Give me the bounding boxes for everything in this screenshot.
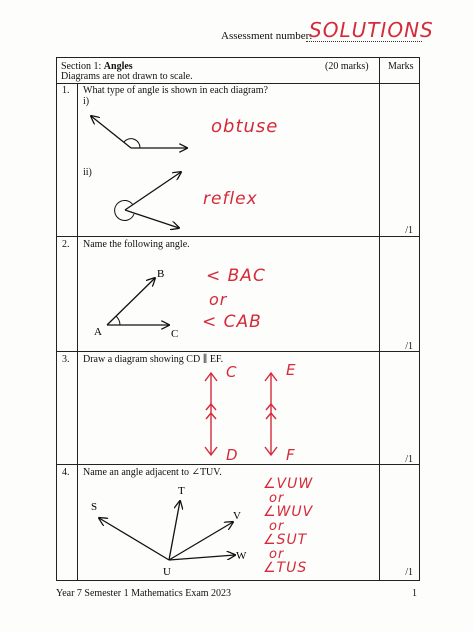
- q4-prompt: Name an angle adjacent to ∠TUV.: [83, 467, 222, 478]
- point-b-label: B: [157, 268, 165, 280]
- assessment-number-label: Assessment number:: [221, 30, 313, 42]
- reflex-angle-diagram: [115, 172, 181, 228]
- section-note: Diagrams are not drawn to scale.: [61, 71, 193, 82]
- q4-answer-4: ∠TUS: [263, 560, 308, 576]
- q4-answer-3: ∠SUT: [263, 532, 308, 548]
- q2-answer-or: or: [209, 290, 228, 309]
- row-divider-3: [57, 464, 419, 465]
- marks-column-divider: [379, 58, 380, 580]
- q1-prompt: What type of angle is shown in each diagram?: [83, 85, 268, 96]
- q3-prompt: Draw a diagram showing CD ∥ EF.: [83, 354, 224, 365]
- q2-answer-1: < BAC: [206, 266, 266, 286]
- point-v-label: V: [233, 510, 241, 522]
- point-s-label: S: [91, 501, 98, 513]
- q3-number: 3.: [62, 354, 70, 365]
- q4-answer-2: ∠WUV: [263, 504, 314, 520]
- question-table: [56, 57, 420, 581]
- q1-part-i-label: i): [83, 96, 90, 107]
- footer-title: Year 7 Semester 1 Mathematics Exam 2023: [56, 588, 232, 599]
- q1-mark: /1: [405, 225, 413, 236]
- q4-answer-or-3: or: [269, 547, 285, 562]
- q3-label-e: E: [286, 361, 297, 379]
- q2-prompt: Name the following angle.: [83, 239, 190, 250]
- row-divider-2: [57, 351, 419, 352]
- q2-mark: /1: [405, 341, 413, 352]
- q3-label-f: F: [286, 446, 296, 464]
- q1-answer-ii: reflex: [203, 189, 258, 209]
- q2-number: 2.: [62, 239, 70, 250]
- q4-answer-or-2: or: [269, 519, 285, 534]
- marks-header: Marks: [388, 61, 414, 72]
- q1-diagrams: [77, 88, 317, 236]
- point-t-label: T: [178, 485, 185, 497]
- section-header-divider: [57, 83, 419, 84]
- obtuse-angle-diagram: [91, 116, 187, 148]
- page-number: 1: [412, 588, 417, 599]
- point-u-label: U: [163, 566, 171, 578]
- q3-label-d: D: [226, 446, 239, 464]
- q4-answer-1: ∠VUW: [263, 476, 314, 492]
- q4-diagram: [77, 478, 277, 578]
- q3-mark: /1: [405, 454, 413, 465]
- q4-number: 4.: [62, 467, 70, 478]
- q1-answer-i: obtuse: [211, 116, 279, 137]
- section-marks-total: (20 marks): [325, 61, 369, 72]
- q3-parallel-lines-drawing: [187, 363, 327, 463]
- q2-diagram: [77, 253, 217, 348]
- section-title-prefix: Section 1:: [61, 61, 104, 72]
- assessment-underline: [306, 41, 422, 42]
- section-title-bold: Angles: [103, 61, 133, 72]
- assessment-number-value: SOLUTIONS: [309, 18, 434, 42]
- row-divider-1: [57, 236, 419, 237]
- q4-answer-or-1: or: [269, 491, 285, 506]
- q4-mark: /1: [405, 567, 413, 578]
- q1-number: 1.: [62, 85, 70, 96]
- q3-label-c: C: [226, 363, 238, 381]
- point-w-label: W: [236, 550, 247, 562]
- point-c-label: C: [171, 328, 179, 340]
- q1-part-ii-label: ii): [83, 167, 92, 178]
- q2-answer-2: < CAB: [202, 312, 262, 332]
- point-a-label: A: [94, 326, 102, 338]
